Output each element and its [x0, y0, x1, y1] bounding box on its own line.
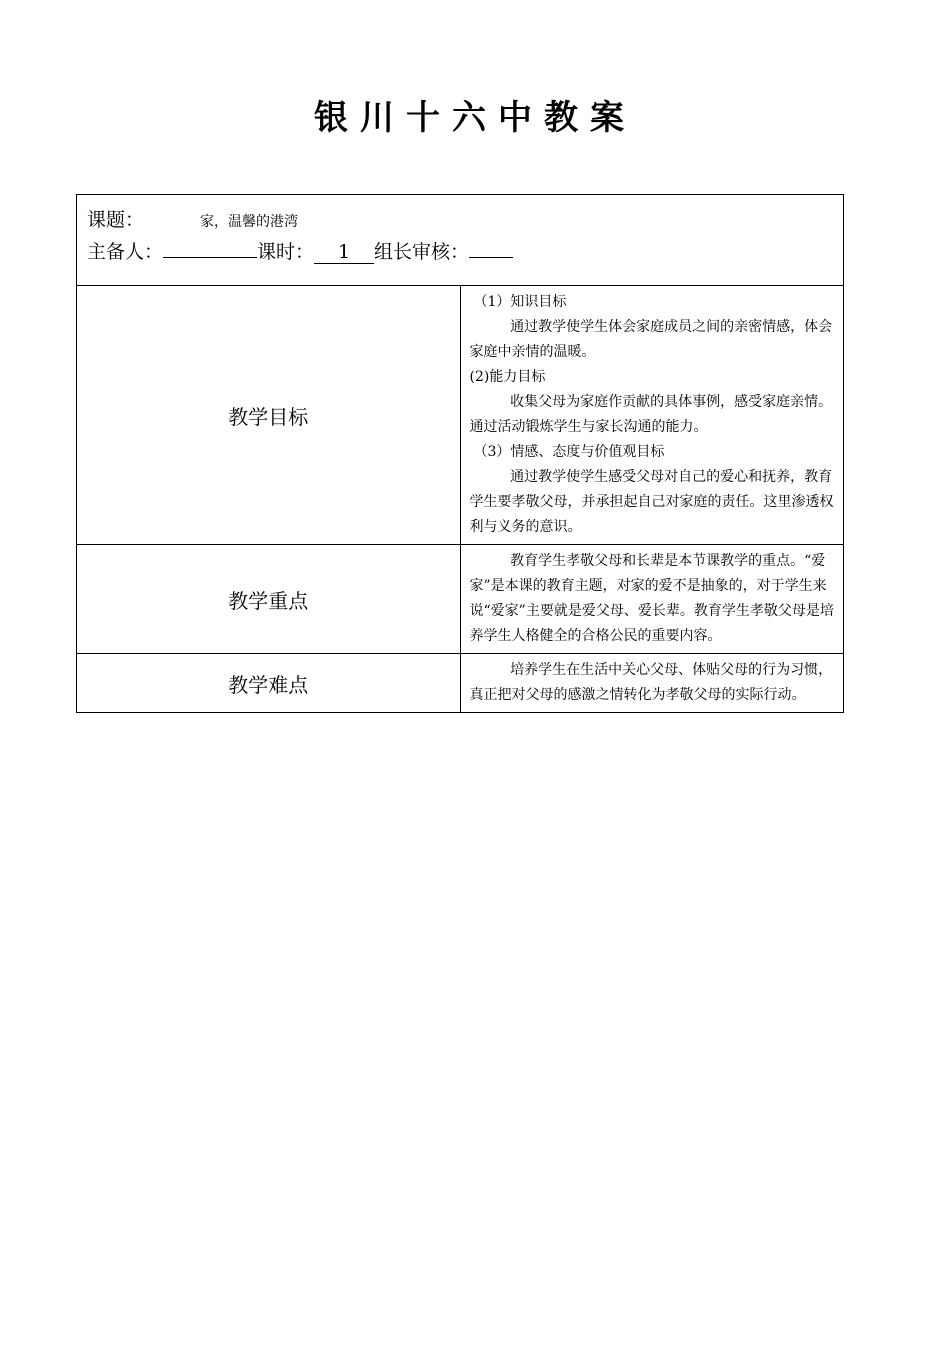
topic-label: 课题： [87, 209, 145, 231]
period-label: 课时： [257, 241, 315, 263]
topic-line [87, 207, 843, 235]
lesson-plan-table [76, 194, 844, 713]
topic-value: 家，温馨的港湾 [200, 214, 299, 230]
knowledge-text: 通过教学使学生体会家庭成员之间的亲密情感，体会家庭中亲情的温暖。 [469, 319, 833, 360]
goals-content [460, 286, 844, 545]
difficulties-label: 教学难点 [77, 654, 461, 713]
header-row [77, 195, 844, 286]
page-title: 银川十六中教案 [314, 98, 636, 138]
key-points-row [77, 545, 844, 654]
emotion-heading: （3）情感、态度与价值观目标 [473, 444, 665, 460]
goals-label: 教学目标 [77, 286, 461, 545]
ability-text: 收集父母为家庭作贡献的具体事例，感受家庭亲情。通过活动锻炼学生与家长沟通的能力。 [469, 394, 833, 435]
goals-row [77, 286, 844, 545]
meta-line [87, 235, 843, 265]
emotion-text: 通过教学使学生感受父母对自己的爱心和抚养，教育学生要孝敬父母，并承担起自己对家庭的责任。这里渗透权利与义务的意识。 [469, 469, 834, 535]
key-points-text: 教育学生孝敬父母和长辈是本节课教学的重点。“爱家”是本课的教育主题，对家的爱不是抽象的，对于学生来说“爱家”主要就是爱父母、爱长辈。教育学生孝敬父母是培养学生人格健全的合格公民的重要内容。 [469, 553, 834, 644]
difficulties-row [77, 654, 844, 713]
knowledge-heading: （1）知识目标 [473, 294, 567, 310]
ability-heading: (2)能力目标 [469, 369, 546, 385]
reviewer-label: 组长审核： [374, 241, 470, 263]
key-points-label: 教学重点 [77, 545, 461, 654]
key-points-content [460, 545, 844, 654]
preparer-field[interactable] [163, 235, 257, 258]
header-cell [77, 195, 844, 286]
reviewer-field[interactable] [469, 235, 513, 258]
difficulties-content [460, 654, 844, 713]
difficulties-text: 培养学生在生活中关心父母、体贴父母的行为习惯，真正把对父母的感激之情转化为孝敬父母的实际行动。 [469, 662, 833, 703]
preparer-label: 主备人： [87, 241, 164, 263]
period-field[interactable]: 1 [314, 241, 374, 264]
